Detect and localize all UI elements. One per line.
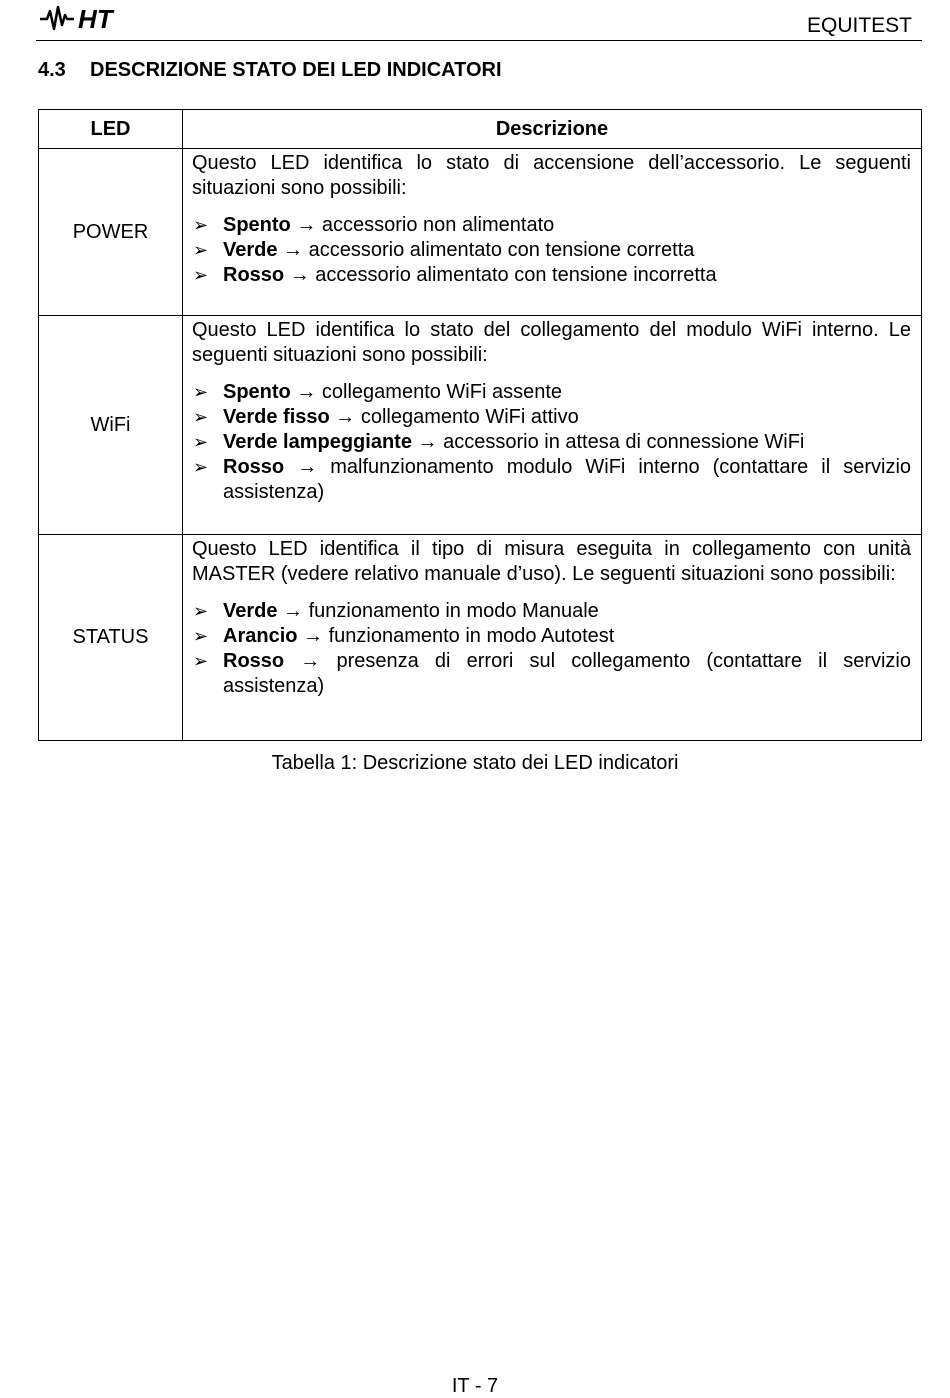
state-name: Rosso <box>223 264 285 286</box>
state-text: funzionamento in modo Manuale <box>308 600 599 622</box>
arrow-icon: → <box>296 214 317 236</box>
section-number: 4.3 <box>38 59 66 81</box>
state-list <box>192 599 911 699</box>
arrow-icon: → <box>335 406 356 428</box>
state-list <box>192 380 911 505</box>
state-name: Rosso <box>223 456 285 478</box>
table-row <box>39 535 922 741</box>
brand-name: EQUITEST <box>806 14 912 37</box>
description-intro: Questo LED identifica il tipo di misura eseguita in collegamento con unità MASTER (vedere relativo manuale d’uso). Le seguenti situazioni sono possibili: <box>192 538 911 585</box>
arrow-icon: → <box>296 381 317 403</box>
state-text: accessorio in attesa di connessione WiFi <box>443 431 805 453</box>
list-item <box>192 213 911 238</box>
state-name: Verde <box>223 600 278 622</box>
led-name: STATUS <box>39 535 183 741</box>
list-item <box>192 455 911 505</box>
table-header-row <box>39 110 922 149</box>
arrowhead-bullet-icon: ➢ <box>193 651 209 671</box>
state-name: Rosso <box>223 650 285 672</box>
state-text: collegamento WiFi assente <box>321 381 563 403</box>
led-description <box>183 535 922 741</box>
led-description <box>183 316 922 535</box>
led-description <box>183 149 922 316</box>
arrow-icon: → <box>283 600 304 622</box>
arrow-icon: → <box>297 456 318 478</box>
state-text: collegamento WiFi attivo <box>360 406 579 428</box>
arrow-icon: → <box>283 239 304 261</box>
ht-logo-text: HT <box>78 4 113 34</box>
state-name: Arancio <box>223 625 298 647</box>
arrowhead-bullet-icon: ➢ <box>193 382 209 402</box>
section-title: DESCRIZIONE STATO DEI LED INDICATORI <box>90 59 502 81</box>
arrowhead-bullet-icon: ➢ <box>193 626 209 646</box>
column-header-description: Descrizione <box>183 110 922 149</box>
table-caption <box>38 752 912 775</box>
state-name: Verde fisso <box>223 406 330 428</box>
list-item <box>192 263 911 288</box>
arrowhead-bullet-icon: ➢ <box>193 432 209 452</box>
table-row <box>39 149 922 316</box>
state-text: malfunzionamento modulo WiFi interno (contattare il servizio assistenza) <box>223 456 912 503</box>
state-name: Spento <box>223 381 291 403</box>
led-status-table <box>38 109 922 741</box>
state-text: funzionamento in modo Autotest <box>328 625 615 647</box>
led-name: WiFi <box>39 316 183 535</box>
arrow-icon: → <box>417 431 438 453</box>
section-heading <box>38 59 502 82</box>
table-caption-text: Tabella 1: Descrizione stato dei LED indicatori <box>271 752 679 774</box>
state-list <box>192 213 911 288</box>
state-name: Spento <box>223 214 291 236</box>
list-item <box>192 405 911 430</box>
ht-logo <box>38 2 130 34</box>
arrowhead-bullet-icon: ➢ <box>193 407 209 427</box>
arrow-icon: → <box>303 625 324 647</box>
list-item <box>192 238 911 263</box>
state-text: accessorio non alimentato <box>321 214 555 236</box>
state-name: Verde lampeggiante <box>223 431 412 453</box>
table-row <box>39 316 922 535</box>
state-text: accessorio alimentato con tensione incorretta <box>315 264 717 286</box>
state-name: Verde <box>223 239 278 261</box>
header-divider <box>36 40 922 41</box>
list-item <box>192 430 911 455</box>
arrowhead-bullet-icon: ➢ <box>193 240 209 260</box>
description-intro: Questo LED identifica lo stato del collegamento del modulo WiFi interno. Le seguenti situazioni sono possibili: <box>192 319 911 366</box>
led-name: POWER <box>39 149 183 316</box>
arrow-icon: → <box>300 650 321 672</box>
column-header-led: LED <box>39 110 183 149</box>
arrowhead-bullet-icon: ➢ <box>193 457 209 477</box>
description-intro: Questo LED identifica lo stato di accensione dell’accessorio. Le seguenti situazioni sono possibili: <box>192 152 911 199</box>
arrowhead-bullet-icon: ➢ <box>193 215 209 235</box>
list-item <box>192 624 911 649</box>
list-item <box>192 649 911 699</box>
state-text: presenza di errori sul collegamento (contattare il servizio assistenza) <box>223 650 911 697</box>
arrow-icon: → <box>289 264 310 286</box>
arrowhead-bullet-icon: ➢ <box>193 265 209 285</box>
page-number: IT - 7 <box>451 1375 499 1397</box>
list-item <box>192 599 911 624</box>
arrowhead-bullet-icon: ➢ <box>193 601 209 621</box>
list-item <box>192 380 911 405</box>
state-text: accessorio alimentato con tensione corretta <box>308 239 695 261</box>
